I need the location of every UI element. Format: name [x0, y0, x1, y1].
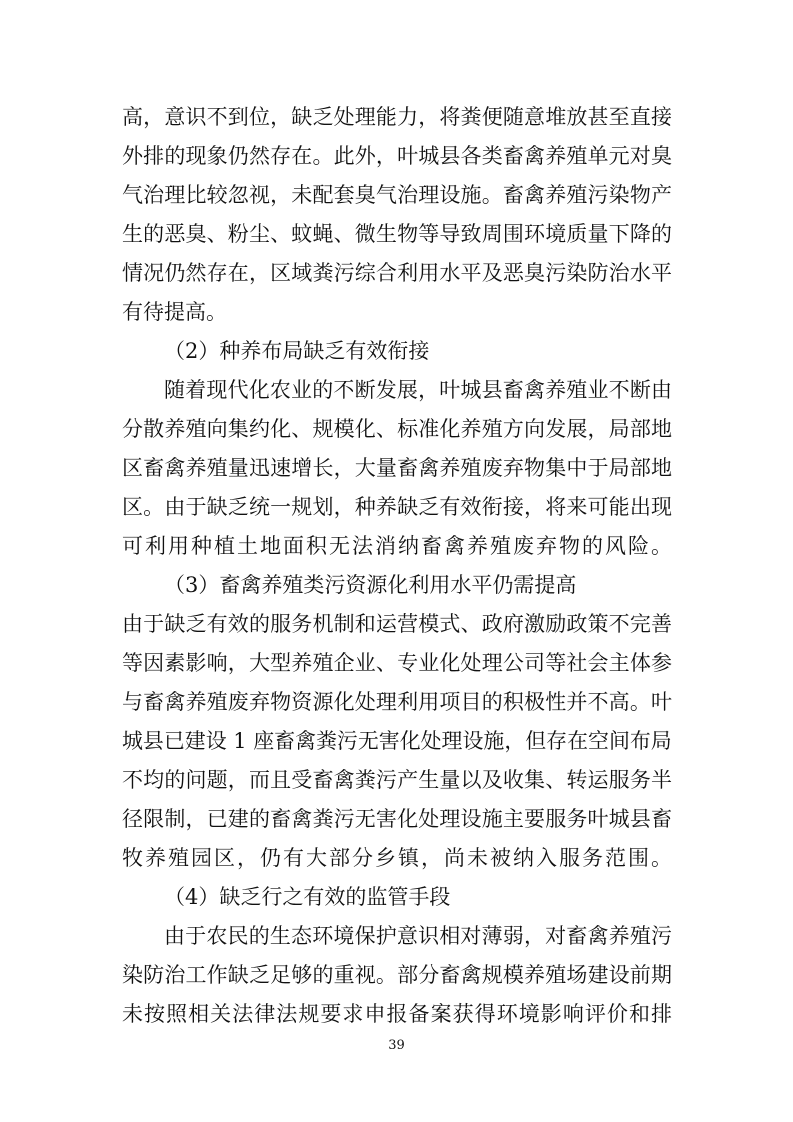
text-line-content: 由于缺乏有效的服务机制和运营模式、政府激励政策不完善: [122, 612, 673, 636]
text-line-content: 等因素影响，大型养殖企业、专业化处理公司等社会主体参: [122, 651, 673, 675]
text-line: [0, 214, 793, 254]
text-line: [0, 682, 793, 722]
text-line: [0, 994, 793, 1034]
text-line: [0, 97, 793, 137]
text-line-content: 区。由于缺乏统一规划，种养缺乏有效衔接，将来可能出现: [122, 495, 673, 519]
text-line: [0, 838, 793, 878]
text-line-content: 未按照相关法律法规要求申报备案获得环境影响评价和排: [122, 1002, 674, 1026]
text-line: [0, 370, 793, 410]
text-line: [0, 916, 793, 956]
text-line-content: 由于农民的生态环境保护意识相对薄弱，对畜禽养殖污: [164, 924, 673, 948]
text-line: [0, 409, 793, 449]
text-line: [0, 643, 793, 683]
section-heading: [0, 331, 793, 371]
text-line-content: 情况仍然存在，区域粪污综合利用水平及恶臭污染防治水平: [122, 261, 673, 285]
text-line-content: 牧养殖园区，仍有大部分乡镇，尚未被纳入服务范围。: [122, 846, 674, 870]
text-line: [0, 253, 793, 293]
text-line-content: 与畜禽养殖废弃物资源化处理利用项目的积极性并不高。叶: [122, 690, 673, 714]
text-line-content: 区畜禽养殖量迅速增长，大量畜禽养殖废弃物集中于局部地: [122, 456, 673, 480]
text-line-content: 染防治工作缺乏足够的重视。部分畜禽规模养殖场建设前期: [122, 963, 673, 987]
text-line-content: 分散养殖向集约化、规模化、标准化养殖方向发展，局部地: [122, 417, 673, 441]
text-line: [0, 292, 793, 332]
section-heading: [0, 565, 793, 605]
text-line: [0, 760, 793, 800]
text-line-content: 随着现代化农业的不断发展，叶城县畜禽养殖业不断由: [164, 378, 673, 402]
text-line-content: 气治理比较忽视，未配套臭气治理设施。畜禽养殖污染物产: [122, 183, 673, 207]
text-line: [0, 721, 793, 761]
section-heading-text: （2）种养布局缺乏有效衔接: [164, 339, 430, 363]
text-line: [0, 487, 793, 527]
section-heading-text: （3）畜禽养殖类污资源化利用水平仍需提高: [164, 573, 577, 597]
text-line: [0, 175, 793, 215]
text-line: [0, 604, 793, 644]
text-line-content: 不均的问题，而且受畜禽粪污产生量以及收集、转运服务半: [122, 768, 673, 792]
text-line: [0, 799, 793, 839]
text-line-content: 外排的现象仍然存在。此外，叶城县各类畜禽养殖单元对臭: [122, 144, 673, 168]
text-line: [0, 526, 793, 566]
section-heading: [0, 877, 793, 917]
section-heading-text: （4）缺乏行之有效的监管手段: [164, 885, 451, 909]
text-line-content: 高，意识不到位，缺乏处理能力，将粪便随意堆放甚至直接: [122, 105, 673, 129]
text-line: [0, 136, 793, 176]
text-line: [0, 448, 793, 488]
text-line-content: 径限制，已建的畜禽粪污无害化处理设施主要服务叶城县畜: [122, 807, 673, 831]
text-line: [0, 955, 793, 995]
text-line-content: 城县已建设 1 座畜禽粪污无害化处理设施，但存在空间布局: [122, 729, 672, 753]
text-line-content: 有待提高。: [122, 300, 227, 324]
text-line-content: 生的恶臭、粉尘、蚊蝇、微生物等导致周围环境质量下降的: [122, 222, 673, 246]
page-number: 39: [388, 1038, 405, 1053]
text-line-content: 可利用种植土地面积无法消纳畜禽养殖废弃物的风险。: [122, 534, 674, 558]
